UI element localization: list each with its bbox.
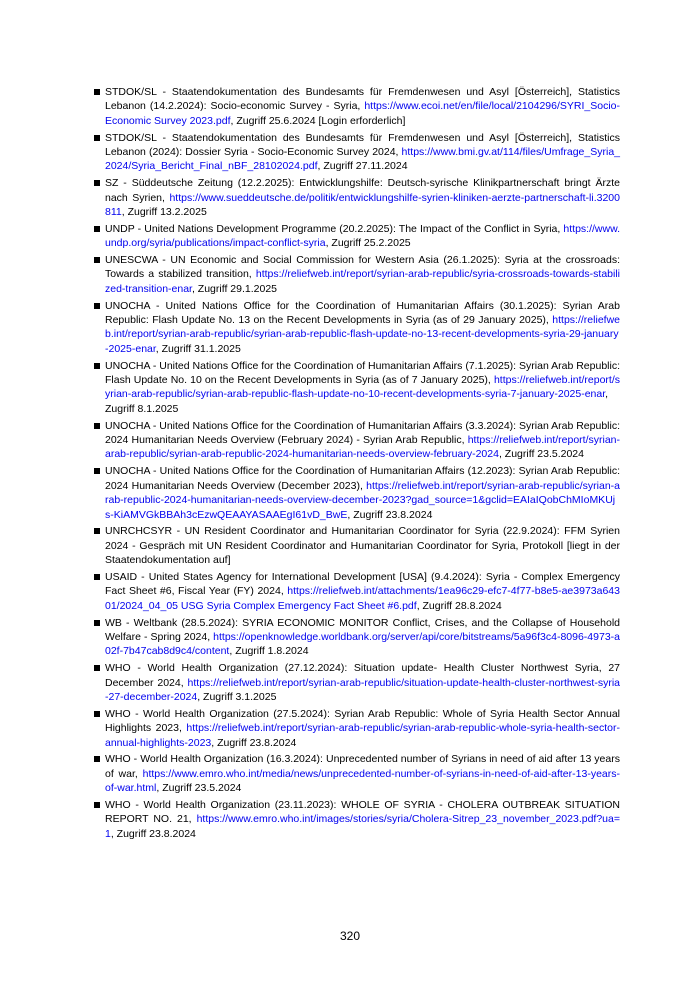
reference-text: WHO - World Health Organization (27.12.2024): Situation update- Health Cluster Northwest Syria, 27 December 2024, [105, 662, 620, 689]
reference-item [94, 752, 620, 795]
reference-link[interactable]: https://openknowledge.worldbank.org/server/api/core/bitstreams/5a96f3c4-8096-4973-a02f-7b47cab8d9c4/content [105, 630, 620, 658]
reference-text: USAID - United States Agency for International Development [USA] (9.4.2024): Syria - Complex Emergency Fact Sheet #6, Fiscal Year (FY) 2024, [105, 570, 620, 598]
reference-access-date: , Zugriff 28.8.2024 [416, 599, 502, 612]
reference-access-date: , Zugriff 29.1.2025 [191, 282, 277, 295]
reference-access-date: , Zugriff 23.8.2024 [211, 736, 297, 749]
reference-link[interactable]: https://www.bmi.gv.at/114/files/Umfrage_Syria_2024/Syria_Bericht_Final_nBF_28102024.pdf [105, 146, 620, 173]
reference-item [94, 85, 620, 128]
reference-access-date: , Zugriff 3.1.2025 [197, 690, 277, 703]
reference-item [94, 707, 620, 750]
reference-text: UNOCHA - United Nations Office for the Coordination of Humanitarian Affairs (7.1.2025): Syrian Arab Republic: Flash Update No. 10 on the Recent Developments in Syria (as of 7 January 2025), [105, 359, 620, 387]
reference-link[interactable]: https://reliefweb.int/report/syrian-arab-republic/syria-crossroads-towards-stabilized-transition-enar [105, 268, 620, 295]
bullet-square-icon [94, 226, 100, 232]
reference-text: UNESCWA - UN Economic and Social Commission for Western Asia (26.1.2025): Syria at the crossroads: Towards a stabilized transition, [105, 254, 620, 281]
reference-item [94, 798, 620, 841]
reference-access-date: , Zugriff 8.1.2025 [105, 388, 609, 415]
bullet-square-icon [94, 620, 100, 626]
reference-item [94, 359, 620, 417]
reference-link[interactable]: https://reliefweb.int/report/syrian-arab-republic/situation-update-health-cluster-northwest-syria-27-december-2024 [105, 676, 620, 703]
reference-access-date: , Zugriff 31.1.2025 [155, 342, 241, 355]
reference-item [94, 222, 620, 251]
reference-link[interactable]: https://reliefweb.int/report/syrian-arab-republic/syrian-arab-republic-whole-syria-health-sector-annual-highlights-2023 [105, 722, 620, 749]
reference-access-date: , Zugriff 13.2.2025 [121, 206, 207, 219]
page-number: 320 [339, 929, 361, 943]
reference-text: UNDP - United Nations Development Programme (20.2.2025): The Impact of the Conflict in Syria, [105, 222, 564, 235]
reference-item [94, 419, 620, 462]
bullet-square-icon [94, 665, 100, 671]
reference-text: UNOCHA - United Nations Office for the Coordination of Humanitarian Affairs (30.1.2025): Syrian Arab Republic: Flash Update No. 13 on the Recent Developments in Syria (as of 29 January 2025), [105, 299, 620, 327]
reference-text: WB - Weltbank (28.5.2024): SYRIA ECONOMIC MONITOR Conflict, Crises, and the Collapse of Household Welfare - Spring 2024, [105, 616, 620, 643]
reference-item [94, 616, 620, 659]
reference-link[interactable]: https://www.emro.who.int/images/stories/syria/Cholera-Sitrep_23_november_2023.pdf?ua=1 [105, 813, 620, 840]
reference-text: WHO - World Health Organization (16.3.2024): Unprecedented number of Syrians in need of aid after 13 years of war, [105, 753, 620, 780]
reference-item [94, 661, 620, 704]
reference-access-date: , Zugriff 1.8.2024 [229, 645, 309, 658]
reference-item [94, 570, 620, 613]
reference-link[interactable]: https://www.ecoi.net/en/file/local/2104296/SYRI_Socio-Economic Survey 2023.pdf [105, 100, 620, 127]
reference-text: SZ - Süddeutsche Zeitung (12.2.2025): Entwicklungshilfe: Deutsch-syrische Klinikpartnerschaft bringt Ärzte nach Syrien, [105, 177, 620, 204]
reference-text: WHO - World Health Organization (23.11.2023): WHOLE OF SYRIA - CHOLERA OUTBREAK SITUATION REPORT NO. 21, [105, 798, 620, 826]
reference-access-date: , Zugriff 27.11.2024 [317, 160, 408, 173]
reference-link[interactable]: https://www.sueddeutsche.de/politik/entwicklungshilfe-syrien-kliniken-aerzte-partnerschaft-li.3200811 [105, 191, 620, 219]
reference-access-date: , Zugriff 23.5.2024 [498, 448, 584, 461]
bullet-square-icon [94, 257, 100, 263]
bullet-square-icon [94, 180, 100, 186]
bullet-square-icon [94, 468, 100, 474]
bullet-square-icon [94, 756, 100, 762]
reference-item [94, 299, 620, 357]
reference-text: WHO - World Health Organization (27.5.2024): Syrian Arab Republic: Whole of Syria Health Sector Annual Highlights 2023, [105, 707, 620, 735]
bullet-square-icon [94, 303, 100, 309]
reference-link[interactable]: https://reliefweb.int/attachments/1ea96c29-efc7-4f77-b8e5-ae3973a64301/2024_04_05 USG Syria Complex Emergency Fact Sheet #6.pdf [105, 585, 620, 612]
reference-item [94, 131, 620, 174]
reference-text: STDOK/SL - Staatendokumentation des Bundesamts für Fremdenwesen und Asyl [Österreich], Statistics Lebanon (14.2.2024): Socio-economic Survey - Syria, [105, 86, 620, 113]
bullet-square-icon [94, 423, 100, 429]
reference-item [94, 524, 620, 567]
reference-access-date: , Zugriff 23.5.2024 [156, 782, 242, 795]
reference-link[interactable]: https://www.undp.org/syria/publications/impact-conflict-syria [105, 222, 620, 250]
reference-link[interactable]: https://reliefweb.int/report/syrian-arab-republic/syrian-arab-republic-flash-update-no-10-recent-developments-syria-7-january-2025-enar [105, 374, 620, 401]
reference-link[interactable]: https://reliefweb.int/report/syrian-arab-republic/syrian-arab-republic-flash-update-no-13-recent-developments-syria-29-january-2025-enar [105, 314, 620, 355]
reference-link[interactable]: https://reliefweb.int/report/syrian-arab-republic/syrian-arab-republic-2024-humanitarian-needs-overview-february-2024 [105, 434, 620, 461]
reference-text: UNRCHCSYR - UN Resident Coordinator and Humanitarian Coordinator for Syria (22.9.2024): FFM Syrien 2024 - Gespräch mit UN Resident Coordinator and Humanitarian Coordinator for Syria, Protokoll [liegt in der Staatendokumentation auf] [105, 525, 620, 567]
reference-text: UNOCHA - United Nations Office for the Coordination of Humanitarian Affairs (3.3.2024): Syrian Arab Republic: 2024 Humanitarian Needs Overview (February 2024) - Syrian Arab Republic, [105, 419, 620, 447]
reference-list [94, 85, 620, 844]
reference-access-date: , Zugriff 23.8.2024 [347, 508, 433, 521]
reference-access-date: , Zugriff 25.6.2024 [Login erforderlich] [230, 114, 406, 127]
bullet-square-icon [94, 89, 100, 95]
reference-item [94, 253, 620, 296]
reference-text: STDOK/SL - Staatendokumentation des Bundesamts für Fremdenwesen und Asyl [Österreich], Statistics Lebanon (2024): Dossier Syria - Socio-Economic Survey 2024, [105, 131, 620, 159]
reference-link[interactable]: https://www.emro.who.int/media/news/unprecedented-number-of-syrians-in-need-of-aid-after-13-years-of-war.html [105, 767, 620, 795]
bullet-square-icon [94, 363, 100, 369]
bullet-square-icon [94, 135, 100, 141]
reference-access-date: , Zugriff 25.2.2025 [325, 237, 411, 250]
reference-access-date: , Zugriff 23.8.2024 [110, 827, 196, 840]
reference-item [94, 464, 620, 522]
reference-link[interactable]: https://reliefweb.int/report/syrian-arab-republic/syrian-arab-republic-2024-humanitarian-needs-overview-december-2023?gad_source=1&gclid=EAIaIQobChMIoMKUjs-KiAMVGkBBAh3cEzwQEAAYASAAEgI61vD_BwE [105, 479, 620, 521]
bullet-square-icon [94, 528, 100, 534]
bullet-square-icon [94, 802, 100, 808]
bullet-square-icon [94, 711, 100, 717]
reference-text: UNOCHA - United Nations Office for the Coordination of Humanitarian Affairs (12.2023): Syrian Arab Republic: 2024 Humanitarian Needs Overview (December 2023), [105, 465, 620, 492]
bullet-square-icon [94, 574, 100, 580]
reference-item [94, 176, 620, 219]
